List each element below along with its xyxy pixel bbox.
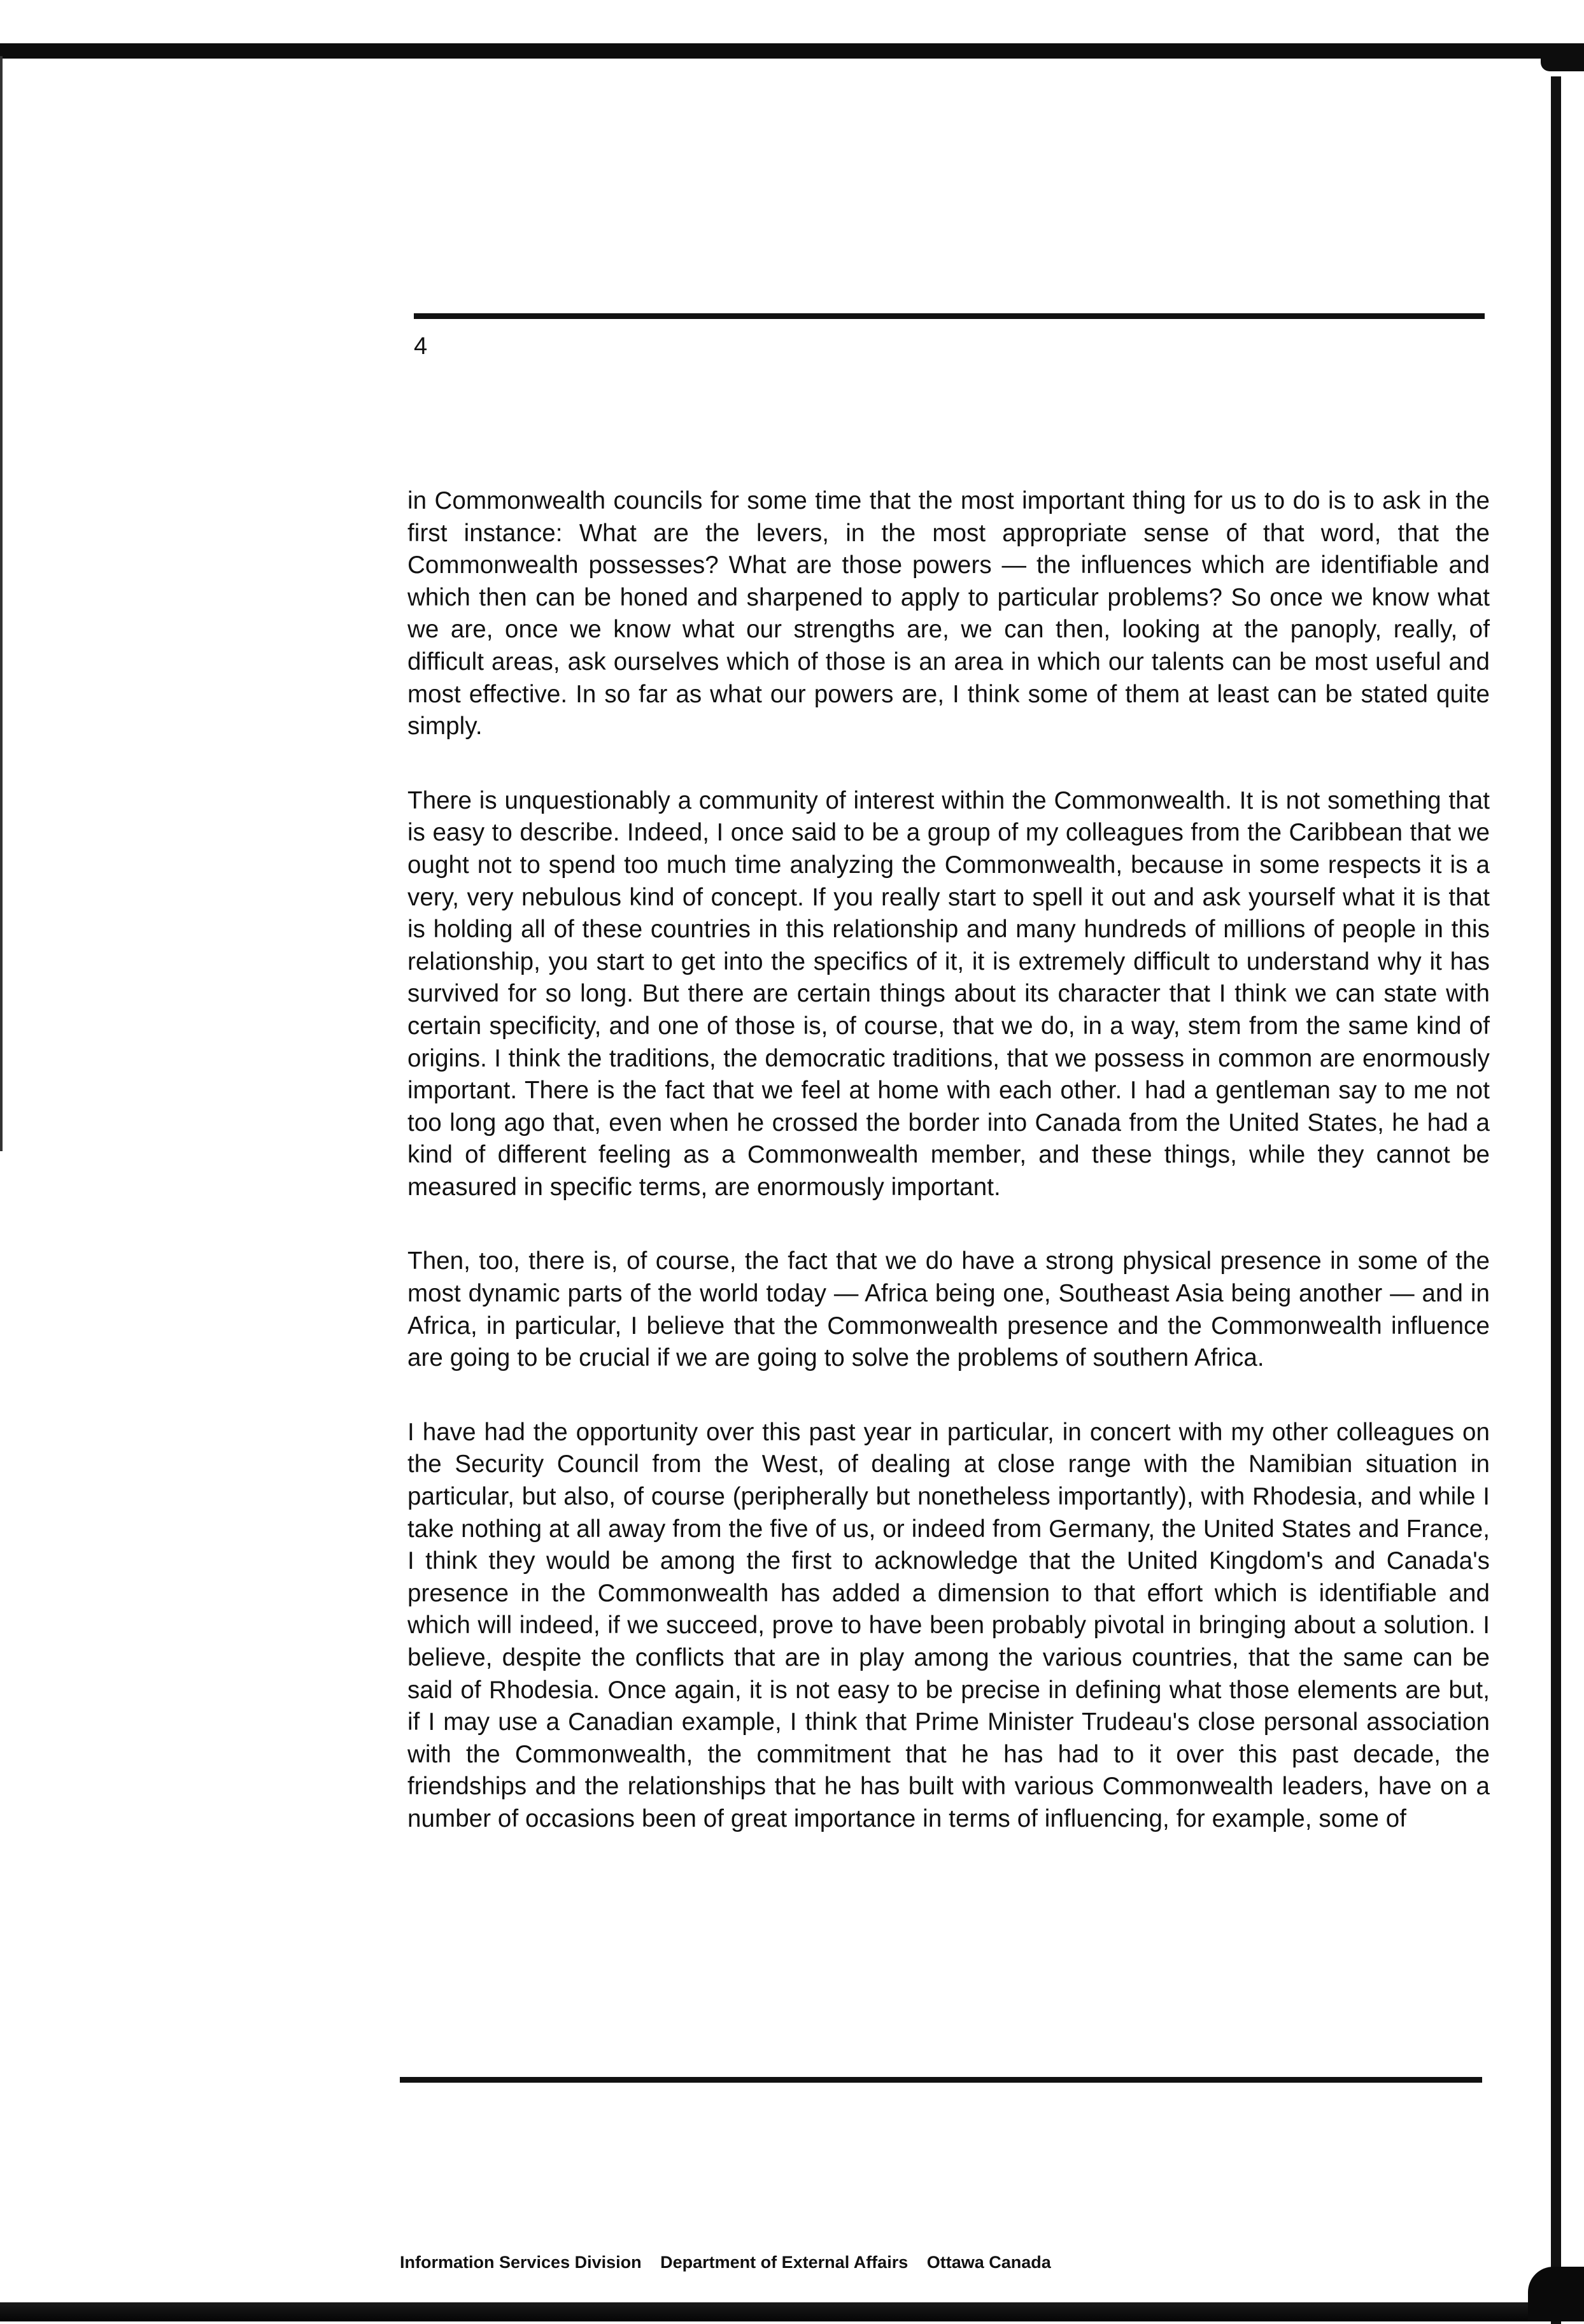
scan-border-corner-bottom [1528,2267,1584,2321]
scan-border-top [0,43,1584,59]
document-body [407,485,1490,1878]
paragraph: I have had the opportunity over this past year in particular, in concert with my other colleagues on the Security Council from the West, of dealing at close range with the Namibian situation in particular, but also, of course (peripherally but nonetheless importantly), with Rhodesia, and while I take nothing at all away from the five of us, or indeed from Germany, the United States and France, I think they would be among the first to acknowledge that the United Kingdom's and Canada's presence in the Commonwealth has added a dimension to that effort which is identifiable and which will indeed, if we succeed, prove to have been probably pivotal in bringing about a solution. I believe, despite the conflicts that are in play among the various countries, that the same can be said of Rhodesia. Once again, it is not easy to be precise in defining what those elements are but, if I may use a Canadian example, I think that Prime Minister Trudeau's close personal association with the Commonwealth, the commitment that he has had to it over this past decade, the friendships and the relationships that he has built with various Commonwealth leaders, have on a number of occasions been of great importance in terms of influencing, for example, some of [407,1418,1490,1832]
page-footer [400,2251,1065,2273]
scan-border-corner [1541,46,1584,71]
footer-division: Information Services Division [400,2253,642,2272]
paragraph: Then, too, there is, of course, the fact that we do have a strong physical presence in some of the most dynamic parts of the world today — Africa being one, Southeast Asia being another — and in Africa, in particular, I believe that the Commonwealth presence and the Commonwealth influence are going to be crucial if we are going to solve the problems of southern Africa. [407,1247,1490,1372]
footer-rule [400,2077,1482,2083]
paragraph: There is unquestionably a community of interest within the Commonwealth. It is not something that is easy to describe. Indeed, I once said to be a group of my colleagues from the Caribbean that we ought not to spend too much time analyzing the Commonwealth, because in some respects it is a very, very nebulous kind of concept. If you really start to spell it out and ask yourself what it is that is holding all of these countries in this relationship and many hundreds of millions of people in this relationship, you start to get into the specifics of it, it is extremely difficult to understand why it has survived for so long. But there are certain things about its character that I think we can state with certain specificity, and one of those is, of course, that we do, in a way, stem from the same kind of origins. I think the traditions, the democratic traditions, that we possess in common are enormously important. There is the fact that we feel at home with each other. I had a gentleman say to me not too long ago that, even when he crossed the border into Canada from the United States, he had a kind of different feeling as a Commonwealth member, and these things, while they cannot be measured in specific terms, are enormously important. [407,786,1490,1201]
footer-location: Ottawa Canada [926,2253,1051,2272]
scan-border-right [1551,76,1561,2324]
header-rule [414,313,1485,319]
footer-department: Department of External Affairs [660,2253,909,2272]
scan-border-bottom [0,2302,1584,2321]
page-number: 4 [414,333,428,360]
paragraph: in Commonwealth councils for some time that the most important thing for us to do is to ask in the first instance: What are the levers, in the most appropriate sense of that word, that the Commonwealth possesses? What are those powers — the influences which are identifiable and which then can be honed and sharpened to apply to particular problems? So once we know what we are, once we know what our strengths are, we can then, looking at the panoply, really, of difficult areas, ask ourselves which of those is an area in which our talents can be most useful and most effective. In so far as what our powers are, I think some of them at least can be stated quite simply. [407,487,1490,740]
scan-border-left [0,56,3,1151]
